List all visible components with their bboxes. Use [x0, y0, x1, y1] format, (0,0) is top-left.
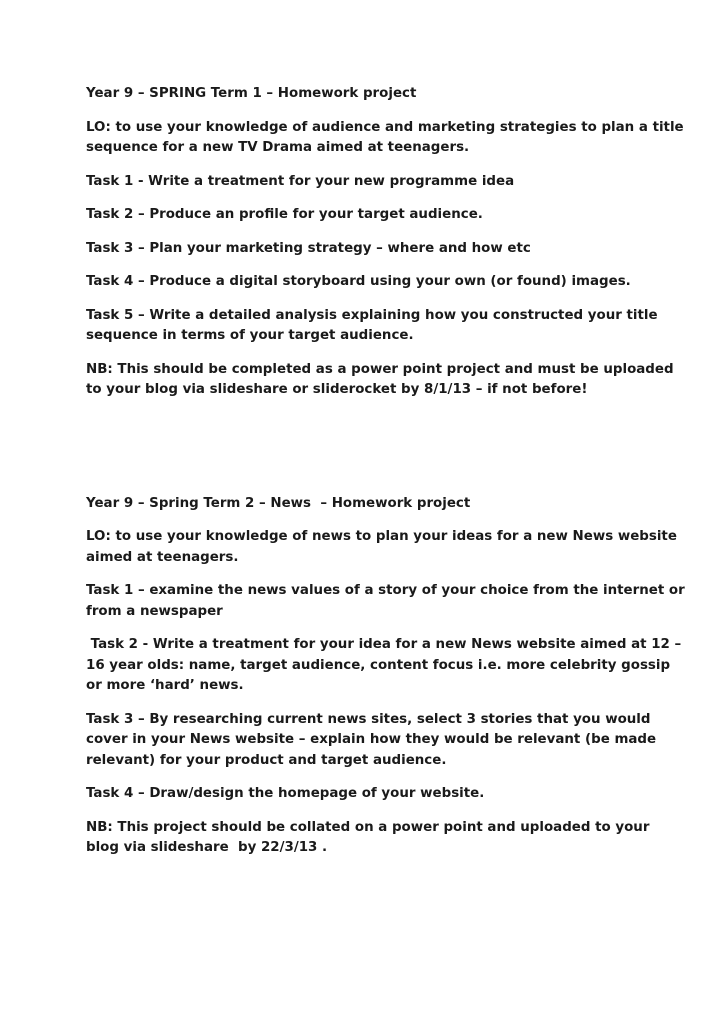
section1-learning-objective: LO: to use your knowledge of audience and marketing strategies to plan a title sequence for a new TV Drama aimed at teenagers. — [86, 119, 684, 155]
document-page — [86, 84, 686, 872]
section1-note: NB: This should be completed as a power point project and must be uploaded to your blog via slideshare or sliderocket by 8/1/13 – if not before! — [86, 361, 674, 397]
section2-task-2: Task 2 - Write a treatment for your idea for a new News website aimed at 12 – 16 year olds: name, target audience, content focus i.e. more celebrity gossip or more ‘hard’ news. — [86, 637, 686, 693]
section1-task-4: Task 4 – Produce a digital storyboard using your own (or found) images. — [86, 274, 631, 289]
section-spacer — [86, 414, 686, 494]
section2-task-4: Task 4 – Draw/design the homepage of your website. — [86, 786, 485, 801]
section2-note: NB: This project should be collated on a power point and uploaded to your blog via slideshare by 22/3/13 . — [86, 819, 655, 855]
section2-task-1: Task 1 – examine the news values of a story of your choice from the internet or from a newspaper — [86, 583, 685, 619]
section1-task-5: Task 5 – Write a detailed analysis explaining how you constructed your title sequence in terms of your target audience. — [86, 307, 658, 343]
section1-heading: Year 9 – SPRING Term 1 – Homework project — [86, 86, 417, 101]
section1-task-1: Task 1 - Write a treatment for your new programme idea — [86, 173, 515, 189]
section1-task-2: Task 2 – Produce an profile for your target audience. — [86, 207, 483, 222]
section2-heading: Year 9 – Spring Term 2 – News – Homework project — [86, 495, 471, 511]
section1-task-3: Task 3 – Plan your marketing strategy – where and how etc — [86, 240, 531, 256]
section2-learning-objective: LO: to use your knowledge of news to plan your ideas for a new News website aimed at teenagers. — [86, 529, 677, 565]
section2-task-3: Task 3 – By researching current news sites, select 3 stories that you would cover in your News website – explain how they would be relevant (be made relevant) for your product and target audience. — [86, 711, 657, 768]
